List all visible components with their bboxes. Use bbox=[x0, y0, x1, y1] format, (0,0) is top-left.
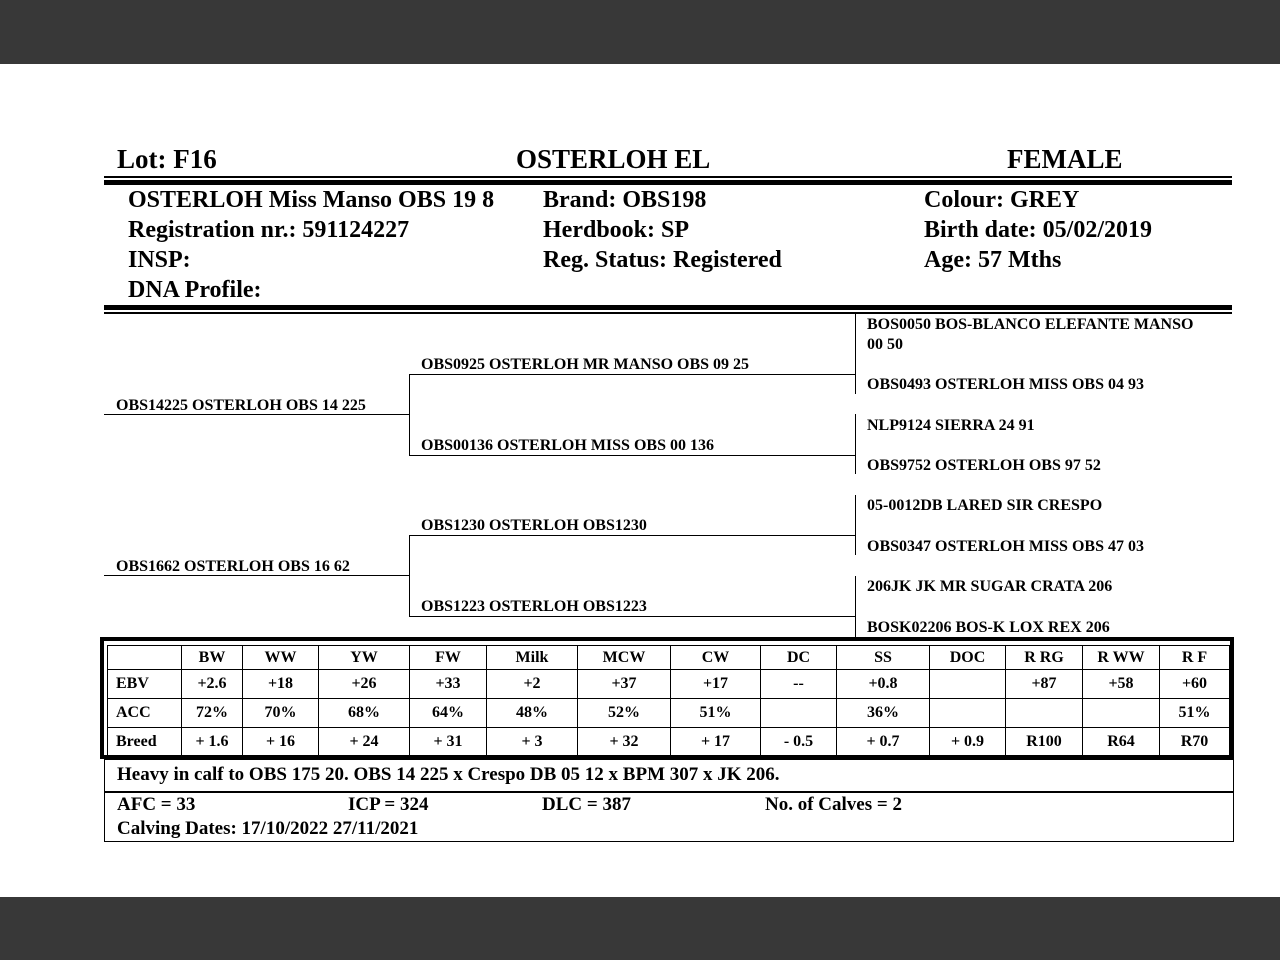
table-cell: +26 bbox=[319, 670, 410, 699]
header-rule-thick bbox=[104, 180, 1232, 185]
icp-value: ICP = 324 bbox=[348, 794, 429, 815]
dam-bracket bbox=[409, 535, 410, 617]
pedigree-ggp-3: NLP9124 SIERRA 24 91 bbox=[867, 417, 1035, 434]
age: Age: 57 Mths bbox=[924, 247, 1062, 273]
ebv-col-header: DC bbox=[761, 646, 837, 670]
table-cell: +37 bbox=[578, 670, 671, 699]
pedigree-dam: OBS1662 OSTERLOH OBS 16 62 bbox=[116, 558, 350, 575]
ebv-col-header: SS bbox=[837, 646, 930, 670]
table-row bbox=[108, 670, 1230, 699]
pedigree-ggp-5: 05-0012DB LARED SIR CRESPO bbox=[867, 497, 1103, 514]
pedigree-dam-sire: OBS1230 OSTERLOH OBS1230 bbox=[421, 517, 647, 534]
table-cell: -- bbox=[761, 670, 837, 699]
table-row bbox=[108, 728, 1230, 757]
pedigree-sire: OBS14225 OSTERLOH OBS 14 225 bbox=[116, 397, 366, 414]
table-row bbox=[108, 699, 1230, 728]
ebv-col-header: WW bbox=[243, 646, 319, 670]
table-cell: 72% bbox=[182, 699, 243, 728]
sire-sire-line bbox=[409, 374, 855, 375]
table-cell: +58 bbox=[1083, 670, 1160, 699]
ebv-col-header: MCW bbox=[578, 646, 671, 670]
ebv-col-header: FW bbox=[410, 646, 487, 670]
table-cell: + 32 bbox=[578, 728, 671, 757]
table-cell: 52% bbox=[578, 699, 671, 728]
ebv-table bbox=[107, 645, 1230, 757]
table-cell: +18 bbox=[243, 670, 319, 699]
table-cell: R70 bbox=[1160, 728, 1230, 757]
table-cell bbox=[930, 699, 1006, 728]
table-cell: +17 bbox=[671, 670, 761, 699]
ebv-col-header: YW bbox=[319, 646, 410, 670]
table-cell bbox=[1006, 699, 1083, 728]
table-row-label: Breed bbox=[108, 728, 182, 757]
table-cell: + 16 bbox=[243, 728, 319, 757]
sire-bracket bbox=[409, 374, 410, 455]
table-cell: 70% bbox=[243, 699, 319, 728]
dam-sire-line bbox=[409, 535, 855, 536]
animal-name: OSTERLOH Miss Manso OBS 19 8 bbox=[128, 187, 495, 213]
table-cell: + 17 bbox=[671, 728, 761, 757]
ebv-col-header bbox=[108, 646, 182, 670]
ebv-col-header: DOC bbox=[930, 646, 1006, 670]
calves-count: No. of Calves = 2 bbox=[765, 794, 902, 815]
table-cell: 51% bbox=[1160, 699, 1230, 728]
table-cell: R64 bbox=[1083, 728, 1160, 757]
sire-dam-line bbox=[409, 455, 855, 456]
table-row-label: ACC bbox=[108, 699, 182, 728]
table-cell: + 1.6 bbox=[182, 728, 243, 757]
pedigree-dam-dam: OBS1223 OSTERLOH OBS1223 bbox=[421, 598, 647, 615]
table-cell: + 3 bbox=[487, 728, 578, 757]
dam-dam-line bbox=[409, 616, 855, 617]
ggp-bracket-2 bbox=[855, 414, 856, 474]
table-cell: + 0.7 bbox=[837, 728, 930, 757]
table-cell: +60 bbox=[1160, 670, 1230, 699]
table-row-label: EBV bbox=[108, 670, 182, 699]
herdbook: Herdbook: SP bbox=[543, 217, 690, 243]
header-rule-thin bbox=[104, 176, 1232, 178]
table-cell: +33 bbox=[410, 670, 487, 699]
brand: Brand: OBS198 bbox=[543, 187, 707, 213]
top-bar bbox=[0, 0, 1280, 64]
table-cell bbox=[1083, 699, 1160, 728]
ebv-col-header: BW bbox=[182, 646, 243, 670]
pedigree-ggp-1-line2: 00 50 bbox=[867, 336, 903, 353]
table-cell: + 0.9 bbox=[930, 728, 1006, 757]
insp-label: INSP: bbox=[128, 247, 191, 273]
ggp-bracket-4 bbox=[855, 576, 856, 638]
pedigree-sire-dam: OBS00136 OSTERLOH MISS OBS 00 136 bbox=[421, 437, 714, 454]
ebv-col-header: Milk bbox=[487, 646, 578, 670]
pedigree-ggp-1-line1: BOS0050 BOS-BLANCO ELEFANTE MANSO bbox=[867, 316, 1194, 333]
sex-label: FEMALE bbox=[1007, 144, 1123, 174]
table-cell: + 24 bbox=[319, 728, 410, 757]
pedigree-ggp-6: OBS0347 OSTERLOH MISS OBS 47 03 bbox=[867, 538, 1144, 555]
bottom-bar bbox=[0, 897, 1280, 960]
dna-profile-label: DNA Profile: bbox=[128, 277, 262, 303]
pedigree-sire-sire: OBS0925 OSTERLOH MR MANSO OBS 09 25 bbox=[421, 356, 750, 373]
table-cell: - 0.5 bbox=[761, 728, 837, 757]
table-cell: 64% bbox=[410, 699, 487, 728]
ggp-bracket-1 bbox=[855, 314, 856, 394]
notes-text: Heavy in calf to OBS 175 20. OBS 14 225 x Crespo DB 05 12 x BPM 307 x JK 206. bbox=[117, 764, 780, 785]
table-cell bbox=[930, 670, 1006, 699]
info-rule-thin bbox=[104, 312, 1232, 314]
registration-status: Reg. Status: Registered bbox=[543, 247, 782, 273]
ebv-col-header: R RG bbox=[1006, 646, 1083, 670]
pedigree-ggp-4: OBS9752 OSTERLOH OBS 97 52 bbox=[867, 457, 1101, 474]
table-cell: 48% bbox=[487, 699, 578, 728]
ggp-bracket-3 bbox=[855, 495, 856, 555]
table-cell: R100 bbox=[1006, 728, 1083, 757]
table-cell: 51% bbox=[671, 699, 761, 728]
table-cell: +87 bbox=[1006, 670, 1083, 699]
info-rule-thick bbox=[104, 305, 1232, 310]
pedigree-ggp-7: 206JK JK MR SUGAR CRATA 206 bbox=[867, 578, 1113, 595]
dlc-value: DLC = 387 bbox=[542, 794, 631, 815]
table-cell: +2 bbox=[487, 670, 578, 699]
pedigree-ggp-8: BOSK02206 BOS-K LOX REX 206 bbox=[867, 619, 1110, 636]
table-cell: + 31 bbox=[410, 728, 487, 757]
ebv-header-row bbox=[108, 646, 1230, 670]
table-cell: 68% bbox=[319, 699, 410, 728]
ebv-col-header: CW bbox=[671, 646, 761, 670]
table-cell: 36% bbox=[837, 699, 930, 728]
birth-date: Birth date: 05/02/2019 bbox=[924, 217, 1152, 243]
breeder-name: OSTERLOH EL bbox=[516, 144, 711, 174]
colour: Colour: GREY bbox=[924, 187, 1080, 213]
ebv-col-header: R F bbox=[1160, 646, 1230, 670]
pedigree-ggp-2: OBS0493 OSTERLOH MISS OBS 04 93 bbox=[867, 376, 1144, 393]
lot-number: Lot: F16 bbox=[117, 144, 217, 174]
table-cell bbox=[761, 699, 837, 728]
calving-dates: Calving Dates: 17/10/2022 27/11/2021 bbox=[117, 818, 419, 839]
afc-value: AFC = 33 bbox=[117, 794, 196, 815]
table-cell: +2.6 bbox=[182, 670, 243, 699]
table-cell: +0.8 bbox=[837, 670, 930, 699]
ebv-col-header: R WW bbox=[1083, 646, 1160, 670]
registration-number: Registration nr.: 591124227 bbox=[128, 217, 410, 243]
